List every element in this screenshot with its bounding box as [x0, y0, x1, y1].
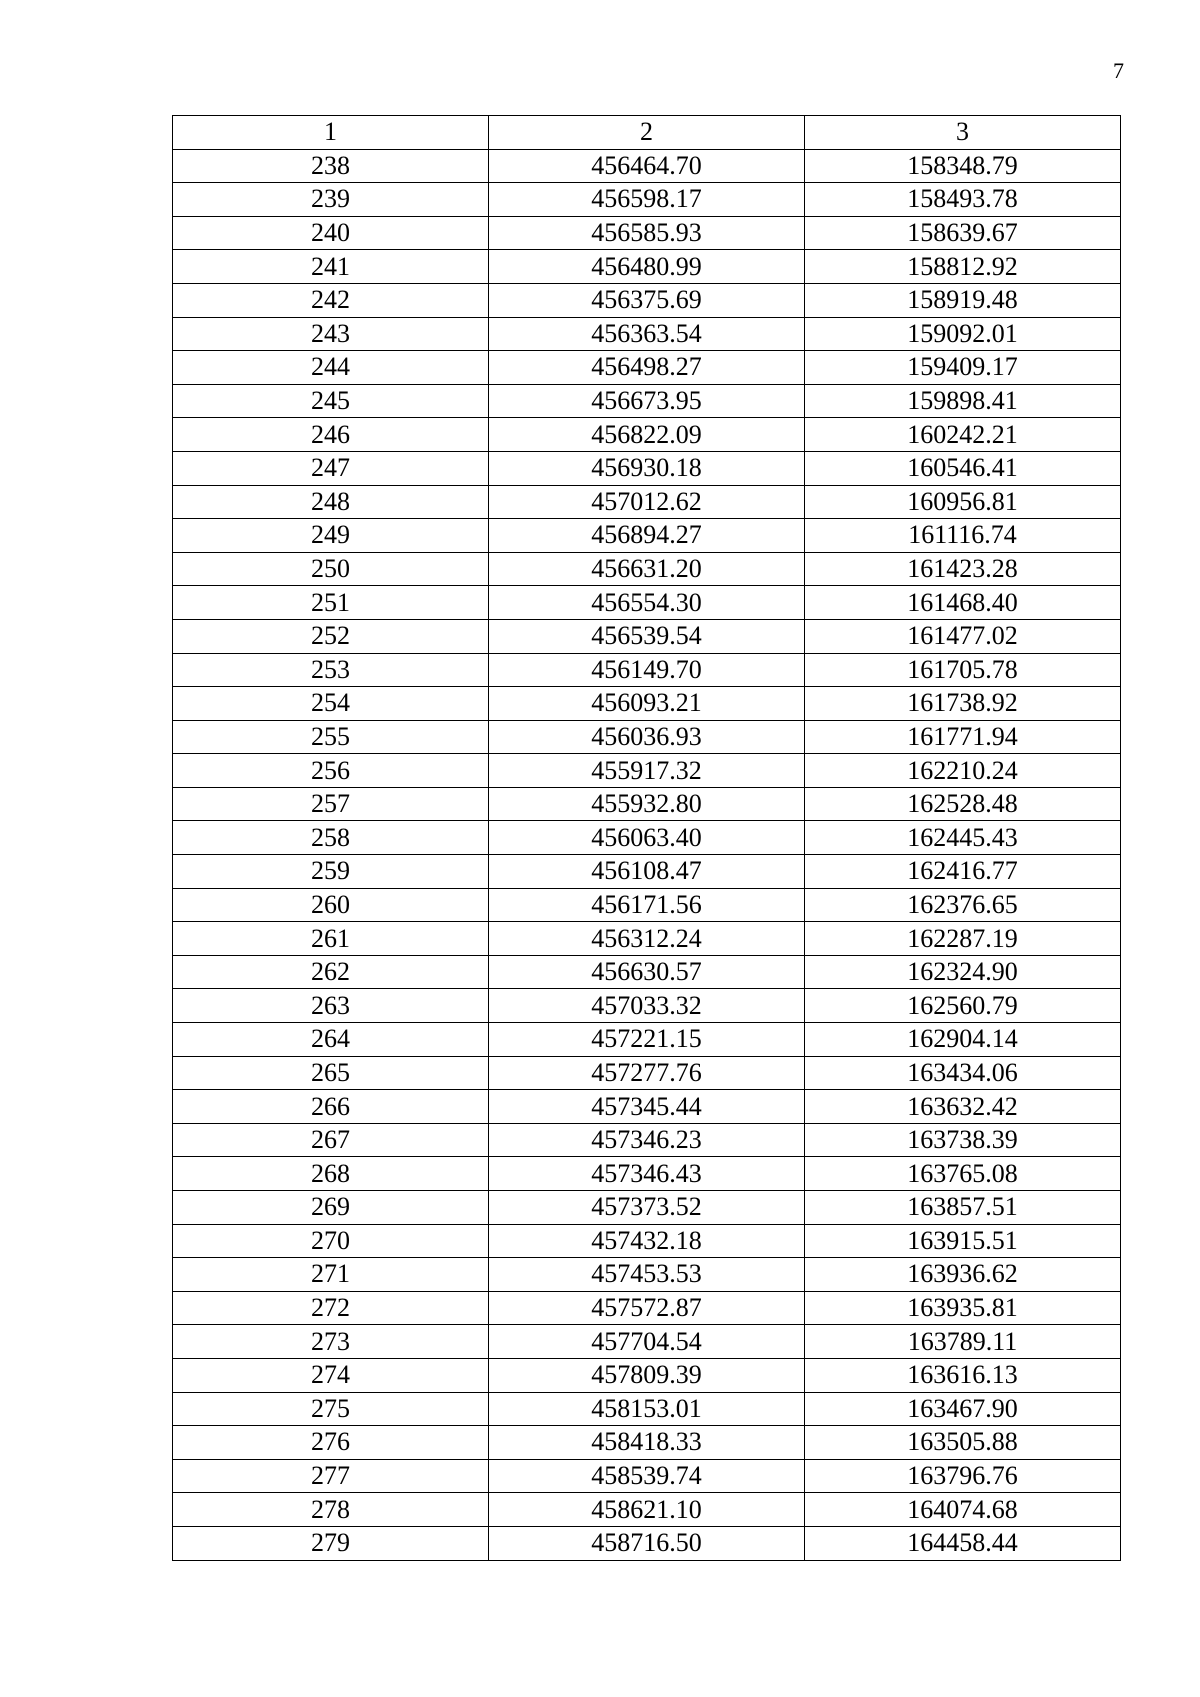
- point-number-cell: 250: [173, 552, 489, 586]
- header-col-1: 1: [173, 116, 489, 150]
- table-row: [173, 451, 1121, 485]
- x-coordinate-cell: 456673.95: [489, 384, 805, 418]
- x-coordinate-cell: 456539.54: [489, 619, 805, 653]
- point-number-cell: 260: [173, 888, 489, 922]
- point-number-cell: 254: [173, 687, 489, 721]
- table-row: [173, 317, 1121, 351]
- y-coordinate-cell: 161771.94: [805, 720, 1121, 754]
- point-number-cell: 271: [173, 1258, 489, 1292]
- y-coordinate-cell: 158639.67: [805, 216, 1121, 250]
- y-coordinate-cell: 158919.48: [805, 283, 1121, 317]
- point-number-cell: 249: [173, 519, 489, 553]
- point-number-cell: 257: [173, 787, 489, 821]
- point-number-cell: 279: [173, 1526, 489, 1560]
- table-row: [173, 183, 1121, 217]
- table-row: [173, 283, 1121, 317]
- coordinates-table: [172, 115, 1121, 1561]
- table-row: [173, 1459, 1121, 1493]
- point-number-cell: 246: [173, 418, 489, 452]
- x-coordinate-cell: 456464.70: [489, 149, 805, 183]
- point-number-cell: 261: [173, 922, 489, 956]
- point-number-cell: 253: [173, 653, 489, 687]
- y-coordinate-cell: 160546.41: [805, 451, 1121, 485]
- table-row: [173, 1090, 1121, 1124]
- point-number-cell: 272: [173, 1291, 489, 1325]
- point-number-cell: 258: [173, 821, 489, 855]
- point-number-cell: 278: [173, 1493, 489, 1527]
- page-number: 7: [1113, 58, 1124, 83]
- x-coordinate-cell: 457345.44: [489, 1090, 805, 1124]
- table-row: [173, 821, 1121, 855]
- y-coordinate-cell: 164458.44: [805, 1526, 1121, 1560]
- point-number-cell: 274: [173, 1358, 489, 1392]
- y-coordinate-cell: 158812.92: [805, 250, 1121, 284]
- table-row: [173, 351, 1121, 385]
- table-row: [173, 1258, 1121, 1292]
- header-col-2: 2: [489, 116, 805, 150]
- table-row: [173, 519, 1121, 553]
- y-coordinate-cell: 163434.06: [805, 1056, 1121, 1090]
- x-coordinate-cell: 456554.30: [489, 586, 805, 620]
- x-coordinate-cell: 457373.52: [489, 1191, 805, 1225]
- point-number-cell: 251: [173, 586, 489, 620]
- table-row: [173, 922, 1121, 956]
- y-coordinate-cell: 164074.68: [805, 1493, 1121, 1527]
- table-row: [173, 653, 1121, 687]
- table-row: [173, 1392, 1121, 1426]
- y-coordinate-cell: 159409.17: [805, 351, 1121, 385]
- table-row: [173, 855, 1121, 889]
- table-row: [173, 619, 1121, 653]
- point-number-cell: 270: [173, 1224, 489, 1258]
- x-coordinate-cell: 458153.01: [489, 1392, 805, 1426]
- point-number-cell: 266: [173, 1090, 489, 1124]
- x-coordinate-cell: 456930.18: [489, 451, 805, 485]
- y-coordinate-cell: 163915.51: [805, 1224, 1121, 1258]
- table-row: [173, 216, 1121, 250]
- y-coordinate-cell: 163936.62: [805, 1258, 1121, 1292]
- header-col-3: 3: [805, 116, 1121, 150]
- x-coordinate-cell: 456149.70: [489, 653, 805, 687]
- y-coordinate-cell: 158493.78: [805, 183, 1121, 217]
- point-number-cell: 264: [173, 1023, 489, 1057]
- y-coordinate-cell: 162287.19: [805, 922, 1121, 956]
- x-coordinate-cell: 457809.39: [489, 1358, 805, 1392]
- point-number-cell: 263: [173, 989, 489, 1023]
- x-coordinate-cell: 456630.57: [489, 955, 805, 989]
- table-row: [173, 250, 1121, 284]
- y-coordinate-cell: 162210.24: [805, 754, 1121, 788]
- table-row: [173, 586, 1121, 620]
- x-coordinate-cell: 456480.99: [489, 250, 805, 284]
- x-coordinate-cell: 456171.56: [489, 888, 805, 922]
- y-coordinate-cell: 162416.77: [805, 855, 1121, 889]
- x-coordinate-cell: 456312.24: [489, 922, 805, 956]
- point-number-cell: 238: [173, 149, 489, 183]
- y-coordinate-cell: 163796.76: [805, 1459, 1121, 1493]
- point-number-cell: 242: [173, 283, 489, 317]
- table-row: [173, 418, 1121, 452]
- y-coordinate-cell: 162904.14: [805, 1023, 1121, 1057]
- x-coordinate-cell: 456093.21: [489, 687, 805, 721]
- point-number-cell: 276: [173, 1426, 489, 1460]
- y-coordinate-cell: 163467.90: [805, 1392, 1121, 1426]
- table-row: [173, 1526, 1121, 1560]
- y-coordinate-cell: 161705.78: [805, 653, 1121, 687]
- x-coordinate-cell: 458539.74: [489, 1459, 805, 1493]
- y-coordinate-cell: 159898.41: [805, 384, 1121, 418]
- x-coordinate-cell: 456498.27: [489, 351, 805, 385]
- x-coordinate-cell: 457572.87: [489, 1291, 805, 1325]
- y-coordinate-cell: 158348.79: [805, 149, 1121, 183]
- x-coordinate-cell: 457277.76: [489, 1056, 805, 1090]
- point-number-cell: 275: [173, 1392, 489, 1426]
- y-coordinate-cell: 161468.40: [805, 586, 1121, 620]
- y-coordinate-cell: 163505.88: [805, 1426, 1121, 1460]
- point-number-cell: 252: [173, 619, 489, 653]
- point-number-cell: 247: [173, 451, 489, 485]
- y-coordinate-cell: 162560.79: [805, 989, 1121, 1023]
- y-coordinate-cell: 161477.02: [805, 619, 1121, 653]
- y-coordinate-cell: 163738.39: [805, 1123, 1121, 1157]
- y-coordinate-cell: 161423.28: [805, 552, 1121, 586]
- y-coordinate-cell: 163616.13: [805, 1358, 1121, 1392]
- y-coordinate-cell: 161738.92: [805, 687, 1121, 721]
- table-row: [173, 1023, 1121, 1057]
- point-number-cell: 241: [173, 250, 489, 284]
- table-row: [173, 1426, 1121, 1460]
- point-number-cell: 240: [173, 216, 489, 250]
- point-number-cell: 244: [173, 351, 489, 385]
- x-coordinate-cell: 457033.32: [489, 989, 805, 1023]
- point-number-cell: 277: [173, 1459, 489, 1493]
- y-coordinate-cell: 163857.51: [805, 1191, 1121, 1225]
- y-coordinate-cell: 162376.65: [805, 888, 1121, 922]
- x-coordinate-cell: 455917.32: [489, 754, 805, 788]
- point-number-cell: 256: [173, 754, 489, 788]
- point-number-cell: 262: [173, 955, 489, 989]
- table-row: [173, 384, 1121, 418]
- table-row: [173, 1224, 1121, 1258]
- y-coordinate-cell: 161116.74: [805, 519, 1121, 553]
- table-row: [173, 149, 1121, 183]
- table-row: [173, 955, 1121, 989]
- y-coordinate-cell: 163632.42: [805, 1090, 1121, 1124]
- point-number-cell: 243: [173, 317, 489, 351]
- point-number-cell: 267: [173, 1123, 489, 1157]
- x-coordinate-cell: 456375.69: [489, 283, 805, 317]
- table-row: [173, 787, 1121, 821]
- x-coordinate-cell: 457221.15: [489, 1023, 805, 1057]
- table-row: [173, 989, 1121, 1023]
- x-coordinate-cell: 456108.47: [489, 855, 805, 889]
- table-row: [173, 552, 1121, 586]
- point-number-cell: 255: [173, 720, 489, 754]
- table-row: [173, 1056, 1121, 1090]
- table-row: [173, 1291, 1121, 1325]
- table-row: [173, 720, 1121, 754]
- y-coordinate-cell: 162445.43: [805, 821, 1121, 855]
- point-number-cell: 268: [173, 1157, 489, 1191]
- x-coordinate-cell: 457432.18: [489, 1224, 805, 1258]
- x-coordinate-cell: 456063.40: [489, 821, 805, 855]
- x-coordinate-cell: 456585.93: [489, 216, 805, 250]
- x-coordinate-cell: 456036.93: [489, 720, 805, 754]
- point-number-cell: 273: [173, 1325, 489, 1359]
- table-body: [173, 149, 1121, 1560]
- table-row: [173, 1493, 1121, 1527]
- x-coordinate-cell: 458621.10: [489, 1493, 805, 1527]
- y-coordinate-cell: 163789.11: [805, 1325, 1121, 1359]
- x-coordinate-cell: 457704.54: [489, 1325, 805, 1359]
- x-coordinate-cell: 457346.23: [489, 1123, 805, 1157]
- table-row: [173, 687, 1121, 721]
- table-row: [173, 485, 1121, 519]
- x-coordinate-cell: 458418.33: [489, 1426, 805, 1460]
- table-row: [173, 1157, 1121, 1191]
- x-coordinate-cell: 455932.80: [489, 787, 805, 821]
- y-coordinate-cell: 159092.01: [805, 317, 1121, 351]
- x-coordinate-cell: 456598.17: [489, 183, 805, 217]
- x-coordinate-cell: 456363.54: [489, 317, 805, 351]
- x-coordinate-cell: 458716.50: [489, 1526, 805, 1560]
- table-row: [173, 1123, 1121, 1157]
- y-coordinate-cell: 160956.81: [805, 485, 1121, 519]
- y-coordinate-cell: 162528.48: [805, 787, 1121, 821]
- x-coordinate-cell: 457346.43: [489, 1157, 805, 1191]
- x-coordinate-cell: 456894.27: [489, 519, 805, 553]
- point-number-cell: 269: [173, 1191, 489, 1225]
- header-row: [173, 116, 1121, 150]
- point-number-cell: 248: [173, 485, 489, 519]
- x-coordinate-cell: 456631.20: [489, 552, 805, 586]
- table-row: [173, 1191, 1121, 1225]
- y-coordinate-cell: 163765.08: [805, 1157, 1121, 1191]
- y-coordinate-cell: 163935.81: [805, 1291, 1121, 1325]
- point-number-cell: 245: [173, 384, 489, 418]
- table-row: [173, 754, 1121, 788]
- x-coordinate-cell: 457012.62: [489, 485, 805, 519]
- table-row: [173, 1358, 1121, 1392]
- point-number-cell: 239: [173, 183, 489, 217]
- x-coordinate-cell: 457453.53: [489, 1258, 805, 1292]
- y-coordinate-cell: 162324.90: [805, 955, 1121, 989]
- x-coordinate-cell: 456822.09: [489, 418, 805, 452]
- table-header: [173, 116, 1121, 150]
- point-number-cell: 259: [173, 855, 489, 889]
- y-coordinate-cell: 160242.21: [805, 418, 1121, 452]
- point-number-cell: 265: [173, 1056, 489, 1090]
- table-row: [173, 1325, 1121, 1359]
- table-row: [173, 888, 1121, 922]
